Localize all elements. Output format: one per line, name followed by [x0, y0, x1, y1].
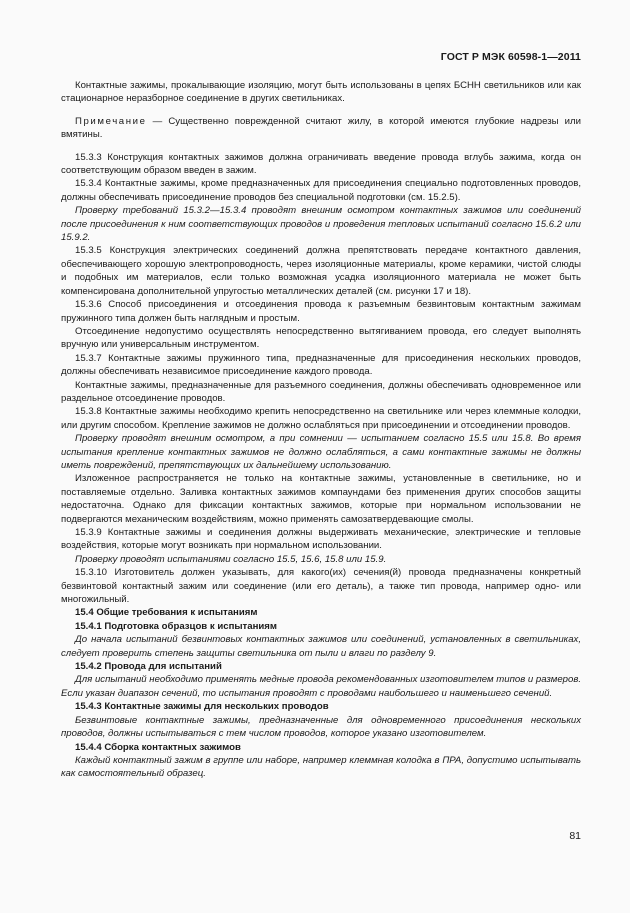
- paragraph: 15.3.4 Контактные зажимы, кроме предназначенных для присоединения специально подготовленных проводов, должны обеспечивать присоединение проводов без специальной подготовки (см. 15.2.5).: [61, 178, 581, 203]
- paragraph: 15.3.8 Контактные зажимы необходимо крепить непосредственно на светильнике или через клеммные колодки, или другим способом. Крепление зажимов не должно ослабляться при присоединении и отсоединении проводов.: [61, 406, 581, 431]
- standard-header: ГОСТ Р МЭК 60598-1—2011: [440, 51, 581, 63]
- paragraph: Отсоединение недопустимо осуществлять непосредственно вытягиванием провода, его следует выполнять вручную или универсальным инструментом.: [61, 325, 581, 351]
- paragraph-check: Проверку проводят внешним осмотром, а при сомнении — испытанием согласно 15.5 или 15.8. Во время испытания крепление контактных зажимов не должно ослабляться, а сами контактные зажимы не должны иметь повреждений, препятствующих их дальнейшему использованию.: [61, 433, 581, 471]
- note: [61, 115, 581, 142]
- paragraph: 15.3.10 Изготовитель должен указывать, для какого(их) сечения(й) провода предназначены конкретный безвинтовой контактный зажим или соединение (или его деталь), а также тип провода, например одно- или многожильный.: [61, 567, 581, 606]
- paragraph-check: Каждый контактный зажим в группе или наборе, например клеммная колодка в ПРА, допустимо испытывать как самостоятельный образец.: [61, 754, 581, 780]
- section-heading: 15.4 Общие требования к испытаниям: [75, 607, 258, 619]
- paragraph: Изложенное распространяется не только на контактные зажимы, установленные в светильнике, но и поставляемые отдельно. Заливка контактных зажимов компаундами без применения других способов защиты недостаточна. Однако для фиксации контактных зажимов, которые при нормальном использовании не подвергаются механическим воздействиям, можно применять самозатвердевающие смолы.: [61, 473, 581, 525]
- paragraph: Контактные зажимы, предназначенные для разъемного соединения, должны обеспечивать одновременное или раздельное отсоединение проводов.: [61, 379, 581, 404]
- paragraph-check: Для испытаний необходимо применять медные провода рекомендованных изготовителем типов и размеров. Если указан диапазон сечений, то испытания проводят с проводами наибольшего и наименьшего сечений.: [61, 674, 581, 699]
- paragraph-check: Проверку требований 15.3.2—15.3.4 проводят внешним осмотром контактных зажимов или соединений после присоединения к ним соответствующих проводов и проведения тепловых испытаний согласно 15.6.2 или 15.9.2.: [61, 205, 581, 244]
- paragraph: 15.3.5 Конструкция электрических соединений должна препятствовать передаче контактного давления, обеспечивающего хорошую электропроводность, через изоляционные материалы, кроме керамики, чистой слюды и подобных им материалов, если только возможная усадка изоляционного материала не может быть компенсирована дополнительной упругостью металлических деталей (см. рисунки 17 и 18).: [61, 245, 581, 297]
- paragraph: 15.3.7 Контактные зажимы пружинного типа, предназначенные для присоединения нескольких проводов, должны обеспечивать независимое присоединение каждого провода.: [61, 352, 581, 378]
- note-text: — Существенно поврежденной считают жилу, в которой имеются глубокие надрезы или вмятины.: [61, 115, 581, 141]
- paragraph-check: Безвинтовые контактные зажимы, предназначенные для одновременного присоединения нескольких проводов, должны испытываться с тем числом проводов, которое указано изготовителем.: [61, 714, 581, 740]
- page-number: 81: [569, 830, 581, 842]
- page-body: [61, 79, 581, 781]
- subsection-heading: 15.4.1 Подготовка образцов к испытаниям: [75, 620, 277, 632]
- paragraph: 15.3.6 Способ присоединения и отсоединения провода к разъемным безвинтовым контактным зажимам пружинного типа должен быть наглядным и простым.: [61, 299, 581, 324]
- subsection-heading: 15.4.4 Сборка контактных зажимов: [75, 741, 241, 753]
- paragraph-check: До начала испытаний безвинтовых контактных зажимов или соединений, установленных в светильниках, следует проверить степень защиты светильника от пыли и влаги по разделу 9.: [61, 634, 581, 659]
- paragraph: 15.3.3 Конструкция контактных зажимов должна ограничивать введение провода вглубь зажима, когда он соответствующим образом введен в зажим.: [61, 151, 581, 177]
- paragraph: Контактные зажимы, прокалывающие изоляцию, могут быть использованы в цепях БСНН светильников или как стационарное неразборное соединение в других светильниках.: [61, 80, 581, 105]
- subsection-heading: 15.4.2 Провода для испытаний: [75, 661, 222, 673]
- paragraph-check: Проверку проводят испытаниями согласно 15.5, 15.6, 15.8 или 15.9.: [75, 553, 387, 565]
- subsection-heading: 15.4.3 Контактные зажимы для нескольких проводов: [75, 701, 329, 713]
- paragraph: 15.3.9 Контактные зажимы и соединения должны выдерживать механические, электрические и тепловые воздействия, которые могут возникать при нормальном использовании.: [61, 527, 581, 552]
- note-label: Примечание: [75, 115, 147, 127]
